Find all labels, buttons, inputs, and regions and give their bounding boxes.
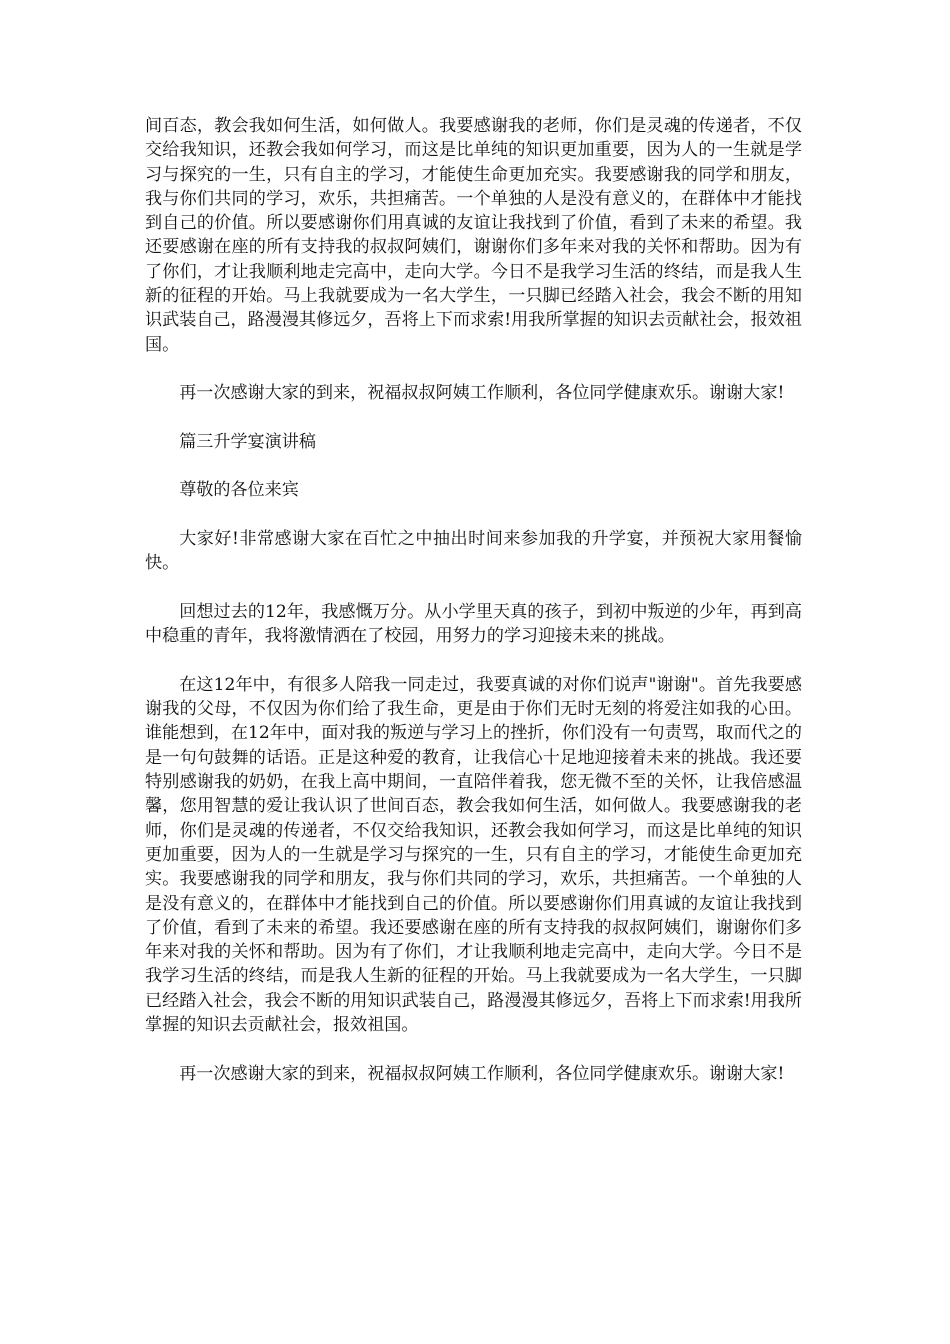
document-page	[145, 114, 802, 1110]
paragraph-closing-thanks-final: 再一次感谢大家的到来，祝福叔叔阿姨工作顺利，各位同学健康欢乐。谢谢大家!	[179, 1063, 785, 1084]
paragraph-continuation: 间百态，教会我如何生活，如何做人。我要感谢我的老师，你们是灵魂的传递者，不仅交给我知识，还教会我如何学习，而这是比单纯的知识更加重要，因为人的一生就是学习与探究的一生，只有自主的学习，才能使生命更加充实。我要感谢我的同学和朋友，我与你们共同的学习，欢乐，共担痛苦。一个单独的人是没有意义的，在群体中才能找到自己的价值。所以要感谢你们用真诚的友谊让我找到了价值，看到了未来的希望。我还要感谢在座的所有支持我的叔叔阿姨们，谢谢你们多年来对我的关怀和帮助。因为有了你们，才让我顺利地走完高中，走向大学。今日不是我学习生活的终结，而是我人生新的征程的开始。马上我就要成为一名大学生，一只脚已经踏入社会，我会不断的用知识武装自己，路漫漫其修远夕，吾将上下而求索!用我所掌握的知识去贡献社会，报效祖国。	[145, 116, 802, 355]
paragraph-greeting: 大家好!非常感谢大家在百忙之中抽出时间来参加我的升学宴，并预祝大家用餐愉快。	[145, 529, 802, 574]
paragraph-closing-thanks: 再一次感谢大家的到来，祝福叔叔阿姨工作顺利，各位同学健康欢乐。谢谢大家!	[179, 383, 785, 404]
section-heading: 篇三升学宴演讲稿	[179, 431, 316, 452]
paragraph-gratitude: 在这12年中，有很多人陪我一同走过，我要真诚的对你们说声"谢谢"。首先我要感谢我的父母，不仅因为你们给了我生命，更是由于你们无时无刻的将爱注如我的心田。谁能想到，在12年中，面对我的叛逆与学习上的挫折，你们没有一句责骂，取而代之的是一句句鼓舞的话语。正是这种爱的教育，让我信心十足地迎接着未来的挑战。我还要特别感谢我的奶奶，在我上高中期间，一直陪伴着我，您无微不至的关怀，让我倍感温馨，您用智慧的爱让我认识了世间百态，教会我如何生活，如何做人。我要感谢我的老师，你们是灵魂的传递者，不仅交给我知识，还教会我如何学习，而这是比单纯的知识更加重要，因为人的一生就是学习与探究的一生，只有自主的学习，才能使生命更加充实。我要感谢我的同学和朋友，我与你们共同的学习，欢乐，共担痛苦。一个单独的人是没有意义的，在群体中才能找到自己的价值。所以要感谢你们用真诚的友谊让我找到了价值，看到了未来的希望。我还要感谢在座的所有支持我的叔叔阿姨们，谢谢你们多年来对我的关怀和帮助。因为有了你们，才让我顺利地走完高中，走向大学。今日不是我学习生活的终结，而是我人生新的征程的开始。马上我就要成为一名大学生，一只脚已经踏入社会，我会不断的用知识武装自己，路漫漫其修远夕，吾将上下而求索!用我所掌握的知识去贡献社会，报效祖国。	[145, 674, 802, 1035]
paragraph-reflection: 回想过去的12年，我感慨万分。从小学里天真的孩子，到初中叛逆的少年，再到高中稳重的青年，我将激情洒在了校园，用努力的学习迎接未来的挑战。	[145, 601, 802, 647]
salutation: 尊敬的各位来宾	[179, 480, 299, 501]
